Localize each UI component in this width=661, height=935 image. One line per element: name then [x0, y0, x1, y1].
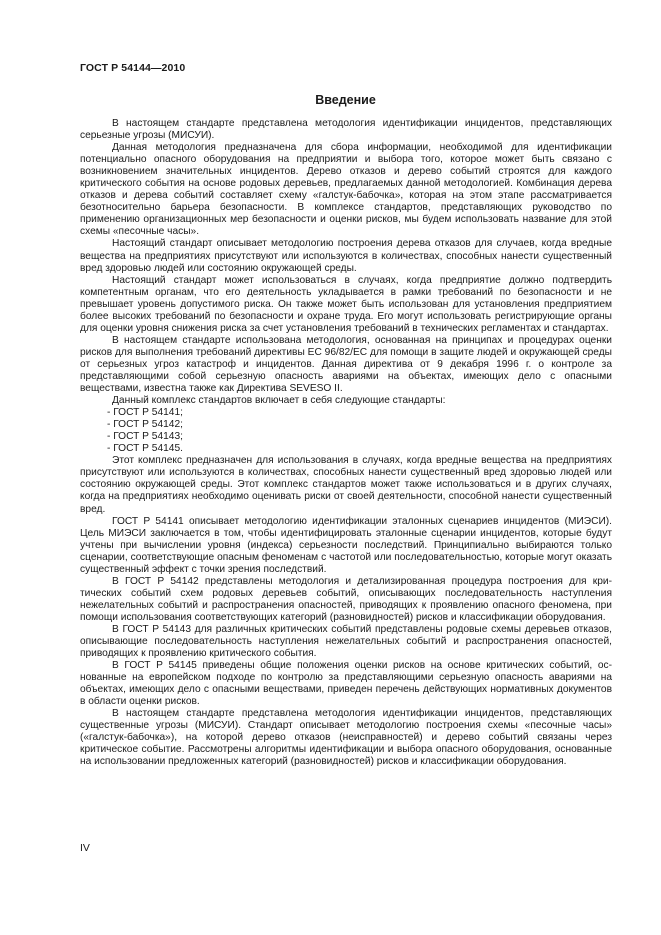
paragraph: В настоящем стандарте представлена методология идентификации инцидентов, представляющих существенные угрозы (МИСУИ). Стандарт описывает методологию построения схемы «песочные часы» («галстук-бабочка»), на которой дерево отказов (неисправностей) и дерево событий связаны через критическое событие. Рассмотрены алгоритмы идентификации и выбора опасного оборудования, основанные на использовании предложенных категорий (разновидностей) рисков и классификации оборудования.: [80, 708, 612, 768]
paragraph: В настоящем стандарте использована методология, основанная на принципах и процедурах оценки рисков для выполнения требований директивы ЕС 96/82/ЕС для помощи в защите людей и окружающей среды от серьезных угроз катастроф и инцидентов. Данная директива от 9 декабря 1996 г. о контроле за представляющими собой серьезную опасность авариями на объектах, имеющих дело с опасными веществами, известна также как Директива SEVESO II.: [80, 334, 612, 395]
paragraph: Данная методология предназначена для сбора информации, необходимой для идентификации потенциально опасного оборудования на предприятии и выбора того, которое может быть связано с возникновением значительных инцидентов. Дерево отказов и дерево событий строятся для каждого критического события на основе родовых деревьев, предлагаемых данной методологией. Комбинация дерева отказов и дерева событий составляет схему «галстук-бабочка», которая на этом этапе рассматривается безотносительно барьера безопасности. В комплексе стандартов, представляющих руководство по применению организационных мер безопасности и оценки рисков, мы будем использовать название для этой схемы «песочные часы».: [80, 142, 612, 238]
list-item: - ГОСТ Р 54141;: [107, 407, 183, 419]
paragraph: ГОСТ Р 54141 описывает методологию идентификации эталонных сценариев инцидентов (МИЭСИ). Цель МИЭСИ заключается в том, чтобы идентифицировать эталонные сценарии инцидентов, которые будут учтены при вычислении уровня (индекса) серьезности последствий. Принципиально выбираются только сценарии, соответствующие опасным феноменам с частотой или последовательностью, которые могут оказать существенный эффект с точки зрения последствий.: [80, 515, 612, 575]
standard-code-header: ГОСТ Р 54144—2010: [80, 62, 186, 74]
paragraph: Данный комплекс стандартов включает в себя следующие стандарты:: [112, 395, 446, 407]
paragraph: В ГОСТ Р 54143 для различных критических событий представлены родовые схемы деревьев отказов, описывающие последовательность наступления нежелательных событий и распространения опасностей, приводящих к проявлению критического события.: [80, 623, 612, 660]
paragraph: Этот комплекс предназначен для использования в случаях, когда вредные вещества на предприятиях присутствуют или используются в количествах, способных нанести существенный вред здоровью людей или состоянию окружающей среды. Этот комплекс стандартов может также использоваться и в других случаях, когда на предприятиях необходимо оценивать риски от своей деятельности, способной нанести существенный вред.: [80, 455, 612, 515]
list-item: - ГОСТ Р 54142;: [107, 419, 183, 431]
paragraph: В настоящем стандарте представлена методология идентификации инцидентов, представляющих серьезные угрозы (МИСУИ).: [80, 118, 612, 142]
section-title: Введение: [315, 93, 376, 107]
paragraph: Настоящий стандарт может использоваться в случаях, когда предприятие должно подтвердить компетентным органам, что его деятельность укладывается в рамки требований по безопасности и не превышает уровень допустимого риска. Он также может быть использован для установления предприятием более высоких требований по безопасности и охране труда. Его могут использовать регистрирующие органы для оценки уровня снижения риска за счет установления требований в технических регламентах и стандартах.: [80, 274, 612, 334]
paragraph: В ГОСТ Р 54142 представлены методология и детализированная процедура построения для критических событий схем родовых деревьев событий, описывающих последовательность наступления нежелательных событий и распространения опасностей, приводящих к проявлению опасного феномена, при помощи использования соответствующих категорий (разновидностей) рисков и классификации оборудования.: [80, 575, 612, 623]
list-item: - ГОСТ Р 54145.: [107, 443, 183, 455]
body-text: [80, 118, 612, 769]
standards-list: [80, 407, 612, 455]
paragraph: В ГОСТ Р 54145 приведены общие положения оценки рисков на основе критических событий, основанные на европейском подходе по контролю за представляющими серьезную опасность авариями на объектах, имеющих дело с опасными веществами, приведен перечень действующих нормативных документов в области оценки рисков.: [80, 660, 612, 708]
page-number: IV: [80, 842, 90, 854]
paragraph: Настоящий стандарт описывает методологию построения дерева отказов для случаев, когда вредные вещества на предприятиях присутствуют или используются в количествах, способных нанести существенный вред здоровью людей или состоянию окружающей среды.: [80, 238, 612, 274]
list-item: - ГОСТ Р 54143;: [107, 431, 183, 443]
